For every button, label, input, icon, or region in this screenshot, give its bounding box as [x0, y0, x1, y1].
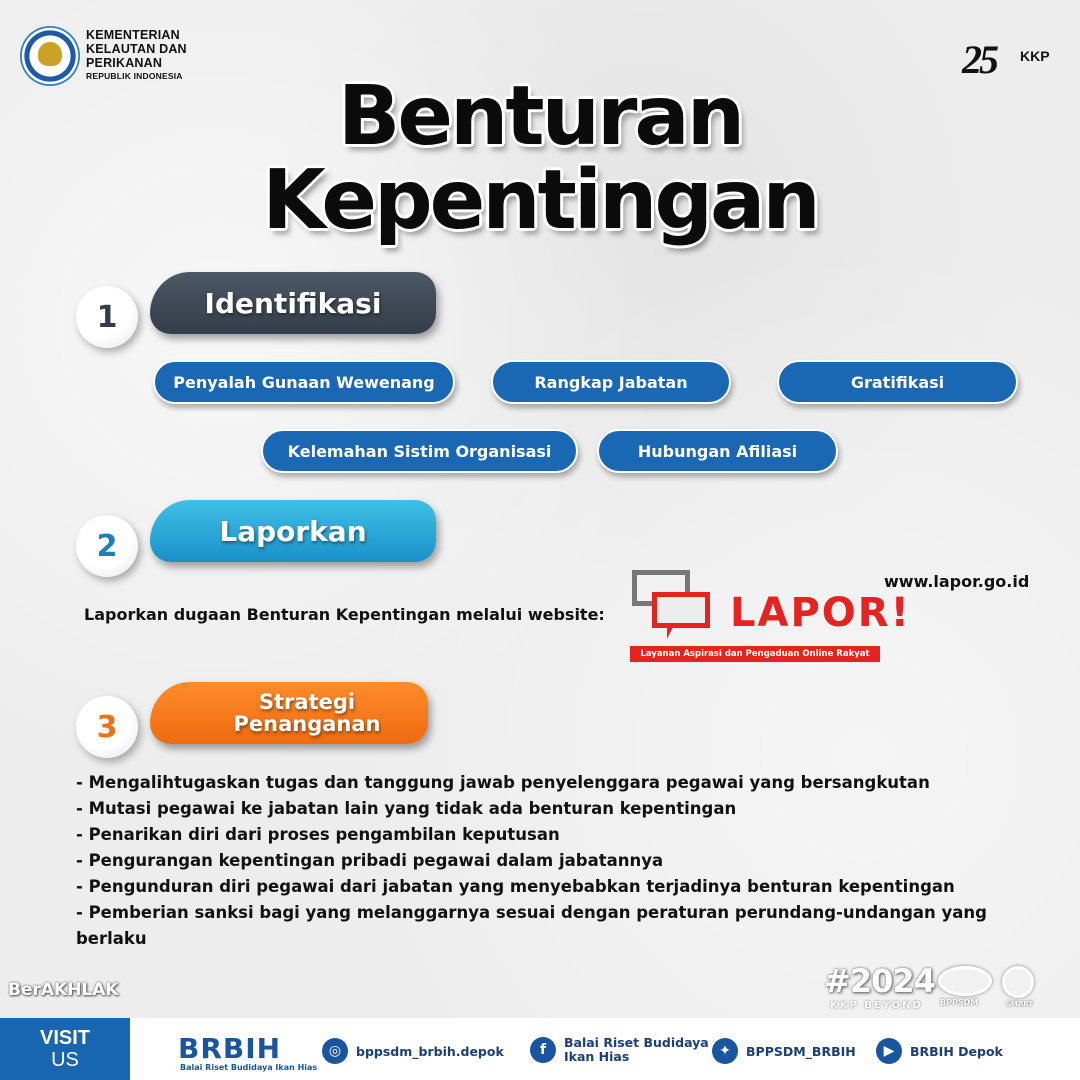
- step-3-number: 3: [76, 696, 138, 758]
- strategy-list: [76, 770, 1006, 952]
- facebook-link[interactable]: [530, 1036, 709, 1064]
- step-1-banner: Identifikasi: [150, 272, 436, 334]
- visit-label: VISIT: [39, 1027, 90, 1049]
- ministry-line-1: KEMENTERIAN: [86, 28, 180, 42]
- youtube-link[interactable]: [876, 1038, 1003, 1064]
- brbih-logo: BRBIH: [178, 1032, 282, 1065]
- lapor-logo[interactable]: [630, 570, 911, 662]
- facebook-name-line-1: Balai Riset Budidaya: [564, 1035, 709, 1050]
- step-2-banner: Laporkan: [150, 500, 436, 562]
- identification-item: Gratifikasi: [777, 360, 1018, 404]
- brbih-full-name: Balai Riset Budidaya Ikan Hias: [180, 1063, 318, 1072]
- smart-label: SMART: [1006, 1000, 1034, 1008]
- facebook-name-line-2: Ikan Hias: [564, 1049, 630, 1064]
- facebook-name: [564, 1036, 709, 1064]
- twitter-link[interactable]: [712, 1038, 856, 1064]
- identification-item: Kelemahan Sistim Organisasi: [261, 429, 578, 473]
- report-instruction: Laporkan dugaan Benturan Kepentingan melalui website:: [84, 605, 605, 624]
- ministry-line-3: PERIKANAN: [86, 56, 163, 70]
- page-title-line-2: Kepentingan: [262, 153, 818, 248]
- smart-logo-icon: [1002, 966, 1034, 998]
- report-website-link[interactable]: www.lapor.go.id: [884, 572, 1030, 591]
- anniversary-tag: KKP: [1020, 48, 1050, 64]
- twitter-handle: BPPSDM_BRBIH: [746, 1043, 856, 1059]
- twitter-icon: ✦: [712, 1038, 738, 1064]
- identification-item: Penyalah Gunaan Wewenang: [153, 360, 455, 404]
- youtube-play-icon: ▶: [876, 1038, 902, 1064]
- chat-bubble-icon: [652, 592, 710, 628]
- list-item: - Pengunduran diri pegawai dari jabatan yang menyebabkan terjadinya benturan kepentingan: [76, 877, 955, 896]
- ministry-line-4: REPUBLIK INDONESIA: [86, 71, 183, 81]
- instagram-link[interactable]: [322, 1038, 504, 1064]
- list-item: - Pemberian sanksi bagi yang melanggarnya sesuai dengan peraturan perundang-undangan yang berlaku: [76, 903, 987, 948]
- instagram-handle: bppsdm_brbih.depok: [356, 1043, 504, 1059]
- identification-item: Rangkap Jabatan: [491, 360, 731, 404]
- instagram-icon: ◎: [322, 1038, 348, 1064]
- ministry-line-2: KELAUTAN DAN: [86, 42, 187, 56]
- berakhlak-logo: BerAKHLAK: [8, 980, 119, 1000]
- step-3-banner: [150, 682, 428, 744]
- step-3-label-line-2: Penanganan: [233, 712, 381, 736]
- bppsdm-label: BPPSDM: [940, 998, 979, 1007]
- step-3-label-line-1: Strategi: [258, 690, 356, 714]
- list-item: - Pengurangan kepentingan pribadi pegawai dalam jabatannya: [76, 851, 664, 870]
- list-item: - Penarikan diri dari proses pengambilan keputusan: [76, 825, 560, 844]
- step-1-number: 1: [76, 286, 138, 348]
- lapor-tagline: Layanan Aspirasi dan Pengaduan Online Rakyat: [630, 646, 880, 662]
- list-item: - Mutasi pegawai ke jabatan lain yang tidak ada benturan kepentingan: [76, 799, 737, 818]
- kkp-beyond-tagline: KKP BEYOND: [830, 1000, 923, 1011]
- kkp-2024-logo: #2024: [824, 962, 935, 1000]
- youtube-channel: BRBIH Depok: [910, 1043, 1003, 1059]
- visit-us-block: [0, 1018, 130, 1080]
- us-label: US: [51, 1049, 79, 1071]
- page-title-line-1: Benturan: [337, 69, 743, 164]
- lapor-wordmark: LAPOR!: [730, 590, 911, 636]
- step-2-number: 2: [76, 515, 138, 577]
- garuda-icon: [38, 42, 62, 66]
- identification-item: Hubungan Afiliasi: [597, 429, 838, 473]
- bppsdm-logo-icon: [938, 966, 992, 996]
- list-item: - Mengalihtugaskan tugas dan tanggung jawab penyelenggara pegawai yang bersangkutan: [76, 773, 930, 792]
- anniversary-number: 25: [962, 37, 996, 82]
- facebook-icon: f: [530, 1037, 556, 1063]
